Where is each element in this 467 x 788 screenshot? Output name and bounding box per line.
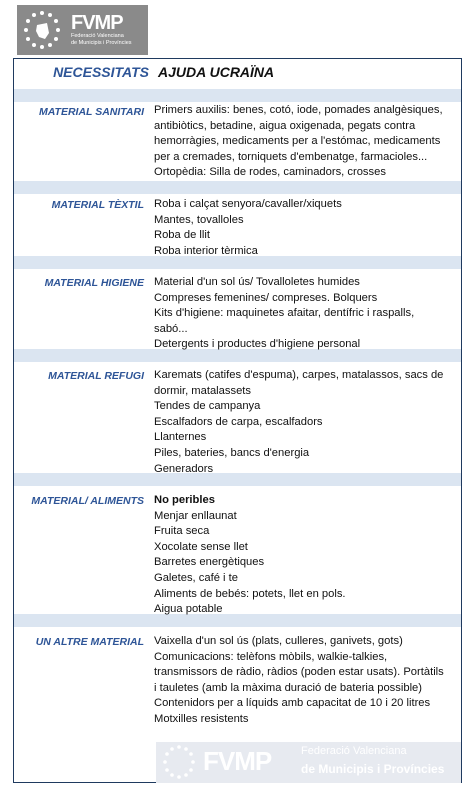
logo-line1: Federació Valenciana — [71, 33, 124, 39]
footer-acronym: FVMP — [203, 746, 272, 776]
list-item: Fruita seca — [154, 525, 210, 538]
list-item: Primers auxilis: benes, cotó, iode, pomades analgèsiques, — [154, 104, 443, 116]
footer-logo — [156, 742, 461, 783]
section-items-higiene — [154, 275, 456, 353]
section-items-altre — [154, 634, 456, 728]
list-item: Detergents i productes d'higiene personal — [154, 338, 361, 351]
logo-line2: de Municipis i Províncies — [71, 40, 132, 46]
list-item: Tendes de campanya — [154, 400, 261, 413]
list-item: Kits d'higiene: maquinetes afaitar, dentífric i raspalls, — [154, 307, 415, 320]
list-item: Contenidors per a líquids amb capacitat de 10 i 20 litres — [154, 697, 431, 710]
list-item: Karemats (catifes d'espuma), carpes, matalassos, sacs de — [154, 369, 444, 381]
list-item: Menjar enllaunat — [154, 509, 237, 522]
list-item: antibiòtics, betadine, aigua oxigenada, pegats contra — [154, 119, 416, 132]
section-label-higiene: MATERIAL HIGIENE — [44, 277, 144, 289]
list-item: Motxilles resistents — [154, 712, 249, 725]
list-item: i tauletes (amb la màxima duració de bateria possible) — [154, 681, 423, 694]
section-label-altre: UN ALTRE MATERIAL — [35, 636, 144, 648]
list-item: Barretes energètiques — [154, 556, 265, 569]
list-item: Escalfadors de carpa, escalfadors — [154, 415, 323, 428]
list-item: sabó... — [154, 322, 188, 335]
list-item: dormir, matalassets — [154, 384, 251, 397]
header-title: AJUDA UCRAÏNA — [158, 64, 275, 80]
list-item: Roba i calçat senyora/cavaller/xiquets — [154, 198, 342, 210]
list-item: Roba interior tèrmica — [154, 244, 258, 257]
list-item: Comunicacions: telèfons mòbils, walkie-talkies, — [154, 650, 388, 663]
footer-line1: Federació Valenciana — [301, 745, 407, 757]
stars-emblem-icon — [17, 5, 67, 55]
list-item: transmissors de ràdio, ràdios (poden estar usats). Portàtils — [154, 666, 444, 679]
section-label-sanitari: MATERIAL SANITARI — [39, 106, 144, 118]
list-item: Roba de llit — [154, 229, 210, 242]
section-label-refugi: MATERIAL REFUGI — [48, 370, 144, 382]
logo-acronym: FVMP — [71, 12, 123, 34]
list-item: Piles, bateries, bancs d'energia — [154, 446, 310, 459]
list-item: Galetes, café i te — [154, 571, 238, 584]
header-needs: NECESSITATS — [53, 64, 149, 80]
separator-band — [14, 181, 461, 194]
stars-emblem-icon — [158, 742, 200, 783]
list-item: hemorràgies, medicaments per a l'estómac, medicaments — [154, 135, 441, 148]
list-item: Material d'un sol ús/ Tovalloletes humides — [154, 276, 360, 288]
list-item: Compreses femenines/ compreses. Bolquers — [154, 291, 378, 304]
list-item: Llanternes — [154, 431, 207, 444]
section-label-textil: MATERIAL TÈXTIL — [51, 199, 144, 211]
section-items-textil — [154, 197, 456, 259]
list-item: Aliments de bebés: potets, llet en pols. — [154, 587, 346, 600]
needs-table — [13, 58, 462, 783]
list-item: Ortopèdia: Silla de rodes, caminadors, crosses — [154, 166, 386, 179]
list-item: Vaixella d'un sol ús (plats, culleres, ganivets, gots) — [154, 635, 403, 647]
section-label-aliments: MATERIAL/ ALIMENTS — [31, 495, 144, 507]
list-item: Generadors — [154, 462, 214, 475]
section-items-aliments — [154, 493, 456, 618]
list-item-heading: No peribles — [154, 494, 215, 506]
list-item: Xocolate sense llet — [154, 540, 248, 553]
section-items-refugi — [154, 368, 456, 477]
list-item: per a cremades, torniquets d'embenatge, farmacioles... — [154, 150, 428, 163]
list-item: Aigua potable — [154, 603, 223, 616]
section-items-sanitari — [154, 103, 456, 181]
list-item: Mantes, tovalloles — [154, 213, 244, 226]
fvmp-logo — [17, 5, 148, 55]
footer-line2: de Municipis i Províncies — [301, 762, 445, 776]
separator-band — [14, 89, 461, 102]
